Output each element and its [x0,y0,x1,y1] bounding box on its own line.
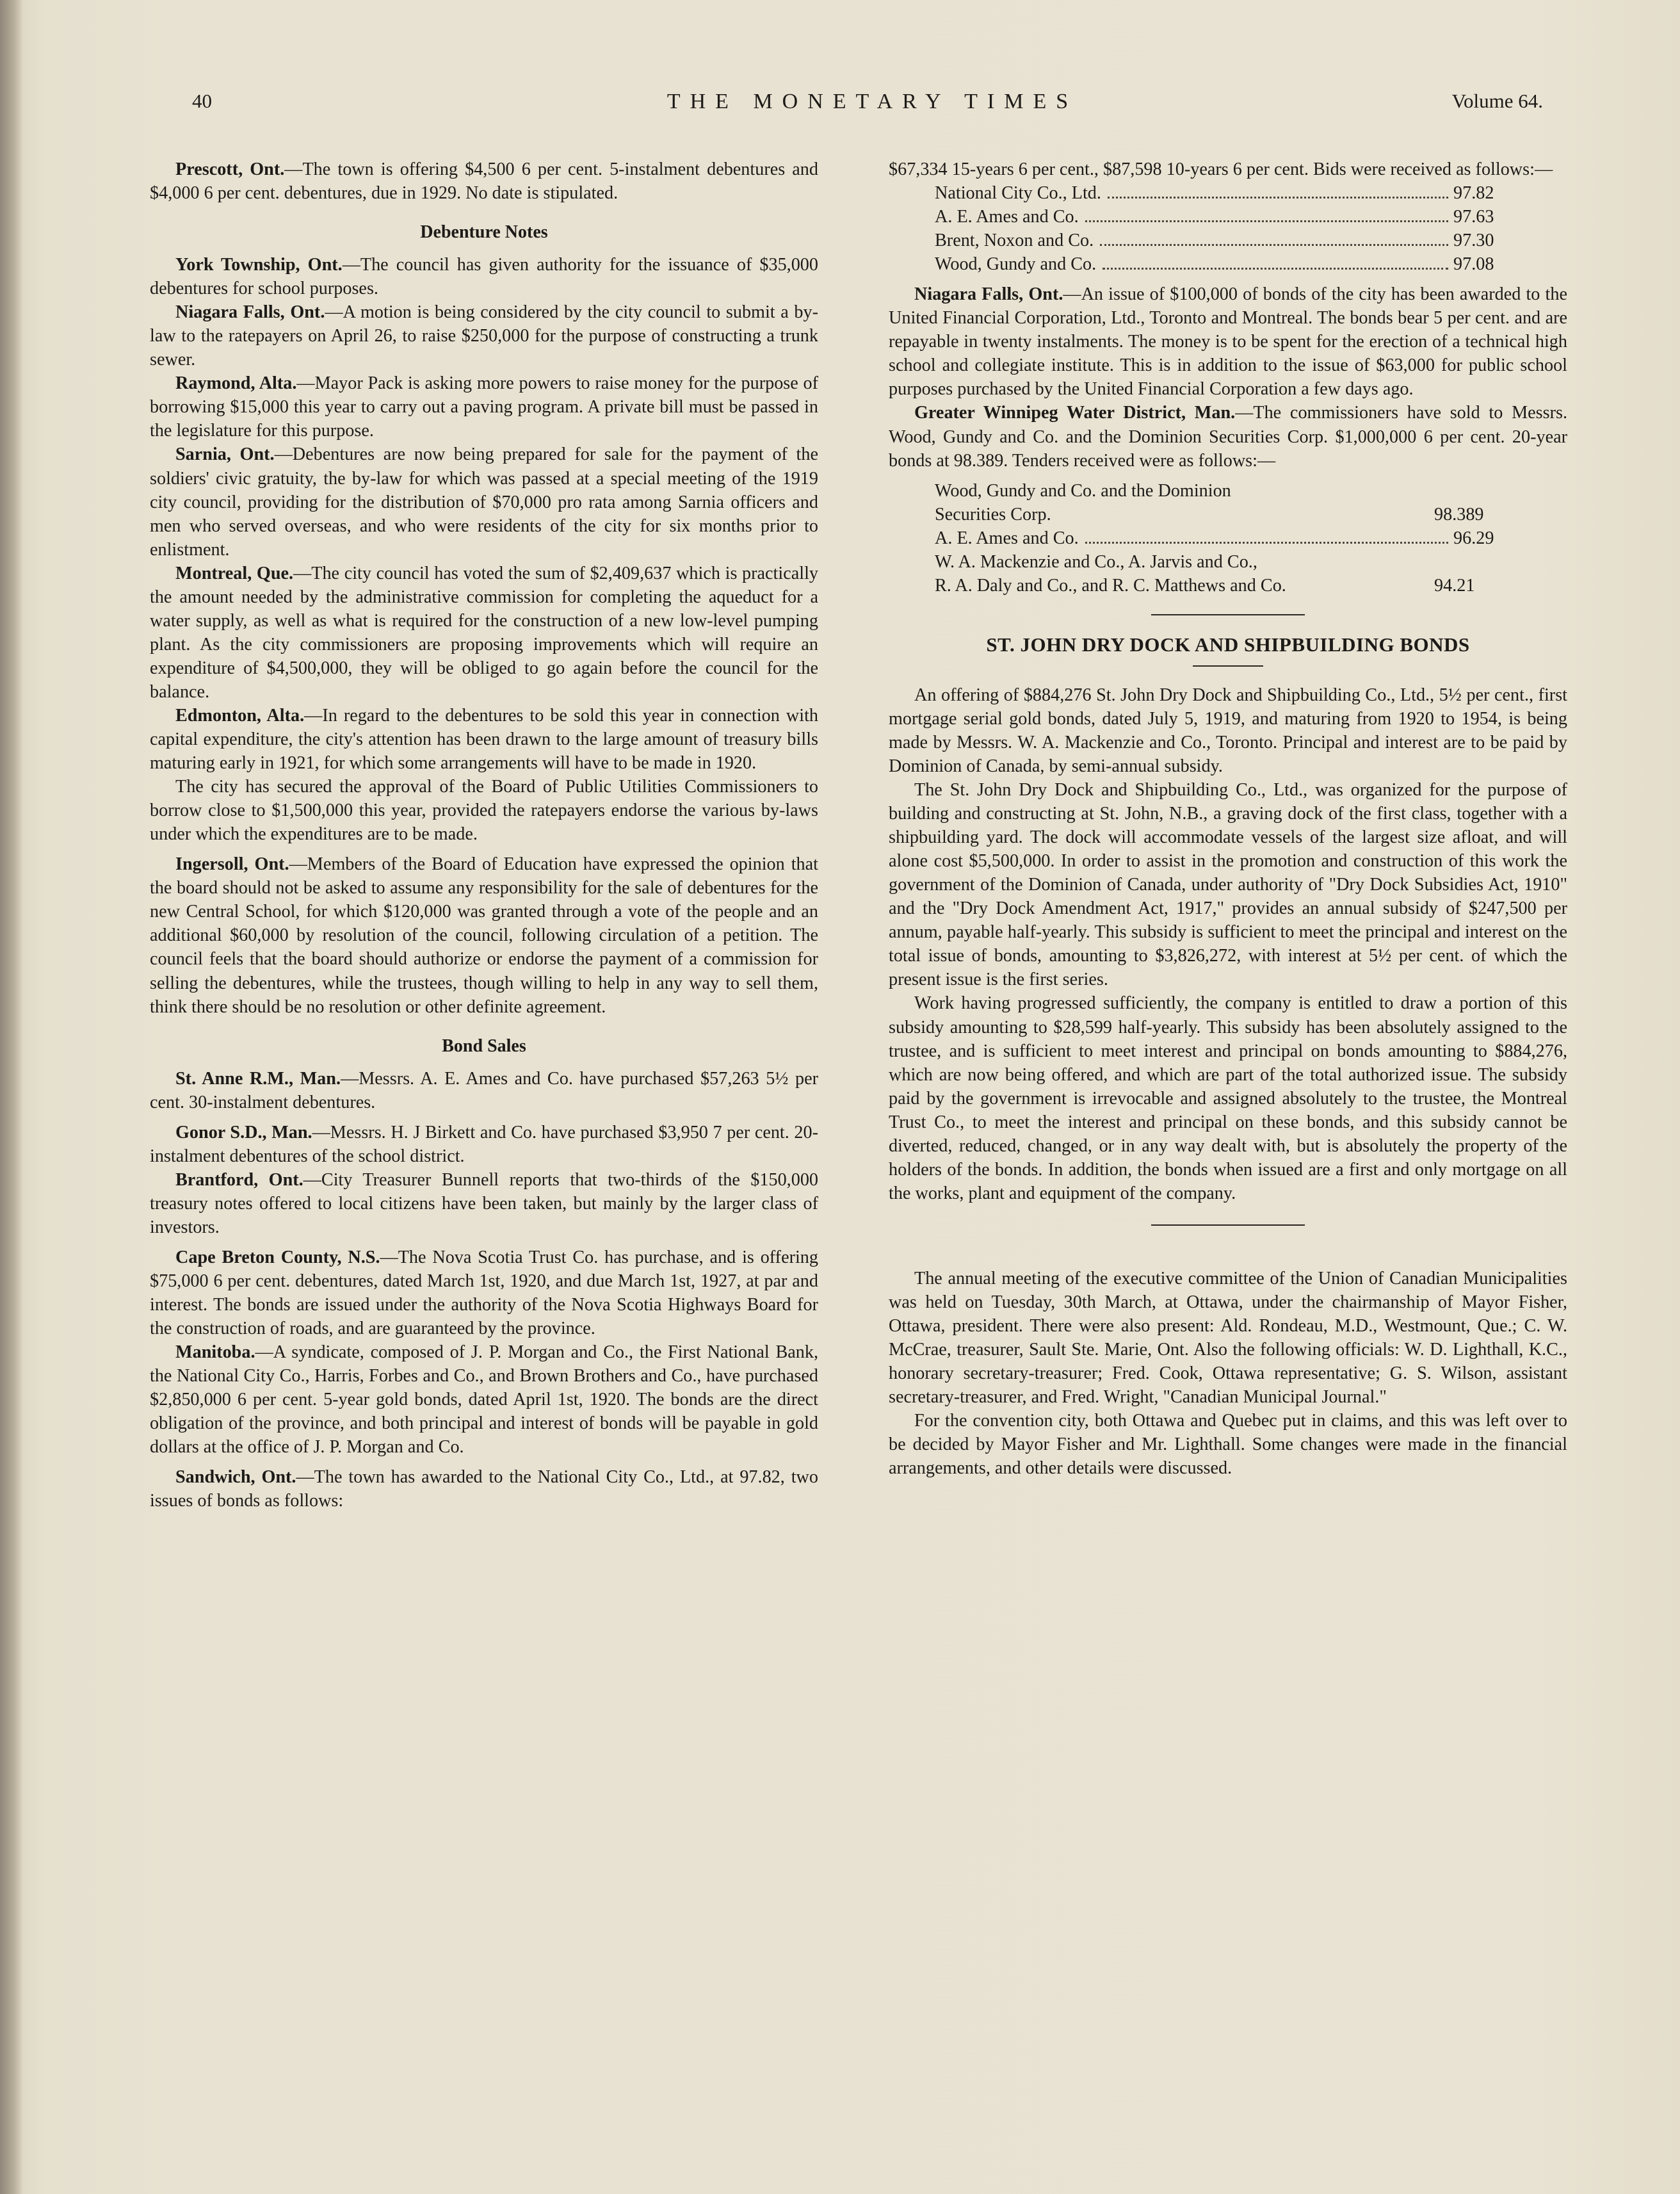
tender-name-line: R. A. Daly and Co., and R. C. Matthews and Co. [935,575,1286,596]
item-text: —The council has given authority for the issuance of $35,000 debentures for school purposes. [150,255,818,299]
section-heading-bond-sales: Bond Sales [442,1036,526,1056]
binding-gutter [0,0,23,2194]
item-manitoba [150,1340,818,1459]
item-raymond [150,371,818,443]
bid-value: 97.82 [1453,183,1494,204]
right-column [889,158,1567,1480]
article-paragraph: The St. John Dry Dock and Shipbuilding Co., Ltd., was organized for the purpose of building and constructing at St. John, N.B., a graving dock of the first class, together with a shipbuilding yard. The dock will accommodate vessels of the largest size afloat, and will alone cost $5,500,000. In order to assist in the promotion and construction of this work the government of the Dominion of Canada, under authority of "Dry Dock Subsidies Act, 1910" and the "Dry Dock Amendment Act, 1917," provides an annual subsidy of $247,500 per annum, payable half-yearly. This subsidy is sufficient to meet the principal and interest on the total issue of bonds, amounting to $3,826,272, with interest at 5½ per cent. of which the present issue is the first series. [889,780,1567,990]
item-text: —City Treasurer Bunnell reports that two-thirds of the $150,000 treasury notes offered to local citizens have been taken, but mainly by the larger class of investors. [150,1169,819,1237]
item-text: —A motion is being considered by the city council to submit a by-law to the ratepayers on April 26, to raise $250,000 for the purpose of constructing a trunk sewer. [150,302,818,370]
item-text: —In regard to the debentures to be sold this year in connection with capital expenditure, the city's attention has been drawn to the large amount of treasury bills maturing early in 1921, for which some arrangements will have to be made in 1920. [150,705,818,774]
section-divider [1151,1224,1305,1226]
place-name: Niagara Falls, Ont. [175,302,325,323]
dot-leader [1108,197,1448,199]
item-niagara [150,300,818,371]
item-gonor [150,1121,818,1168]
place-name: Greater Winnipeg Water District, Man. [914,403,1236,423]
union-paragraph: The annual meeting of the executive committee of the Union of Canadian Municipalities was held on Tuesday, 30th March, at Ottawa, under the chairmanship of Mayor Fisher, Ottawa, president. There were also present: Ald. Rondeau, M.D., Westmount, Que.; C. W. McCrae, treasurer, Sault Ste. Marie, Ont. Also the following officials: W. D. Lighthall, K.C., honorary secretary-treasurer; Fred. Cook, Ottawa representative; G. S. Wilson, assistant secretary-treasurer, and Fred. Wright, "Canadian Municipal Journal." [889,1268,1567,1408]
bid-value: 97.30 [1453,231,1494,251]
place-name: Niagara Falls, Ont. [914,284,1063,305]
title-underline [1193,665,1263,667]
journal-title: THE MONETARY TIMES [666,90,1078,113]
item-text: —The city council has voted the sum of $2,409,637 which is practically the amount needed by the administrative commission for completing the aqueduct for a water supply, as well as what is required for the construction of a new low-level pumping plant. As the city commissioners are proposing improvements which will require an expenditure of $4,500,000, they will be obliged to go again before the council for the balance. [150,563,819,702]
tender-value: 98.389 [1434,504,1484,524]
tender-name-line: W. A. Mackenzie and Co., A. Jarvis and Co., [935,551,1257,572]
bid-value: 97.63 [1453,207,1494,227]
article-paragraph: An offering of $884,276 St. John Dry Dock and Shipbuilding Co., Ltd., 5½ per cent., first mortgage serial gold bonds, dated July 5, 1919, and maturing from 1920 to 1954, is being made by Messrs. W. A. Mackenzie and Co., Toronto. Principal and interest are to be paid by Dominion of Canada, by semi-annual subsidy. [889,685,1567,776]
place-name: Gonor S.D., Man. [175,1122,312,1142]
place-name: Sarnia, Ont. [175,444,275,465]
section-heading-debenture-notes: Debenture Notes [420,222,548,243]
section-divider [1151,614,1305,615]
union-paragraph: For the convention city, both Ottawa and Quebec put in claims, and this was left over to be decided by Mayor Fisher and Mr. Lighthall. Some changes were made in the financial arrangements, and other details were discussed. [889,1411,1567,1479]
item-winnipeg [889,401,1567,472]
article-paragraph: Work having progressed sufficiently, the company is entitled to draw a portion of this subsidy amounting to $28,599 half-yearly. This subsidy has been absolutely assigned to the trustee, and is sufficient to meet interest and principal on bonds amounting to $884,276, which are now being offered, and which are part of the total authorized issue. The subsidy paid by the government is irrevocable and assigned absolutely to the trustee, the Montreal Trust Co., to meet the interest and principal on these bonds, and this subsidy cannot be diverted, reduced, changed, or in any way dealt with, but is absolutely the property of the holders of the bonds. In addition, the bonds when issued are a first and only mortgage on all the works, plant and equipment of the company. [889,993,1567,1203]
volume-label: Volume 64. [1451,90,1543,112]
tender-name-line: Securities Corp. [935,504,1051,524]
bid-name: Brent, Noxon and Co. [935,231,1094,251]
place-name: Manitoba. [175,1342,255,1363]
tender-name [935,550,1434,597]
tender-name-line: Wood, Gundy and Co. and the Dominion [935,480,1231,501]
bid-row [935,252,1549,276]
tender-value: 94.21 [1434,575,1475,596]
item-edmonton [150,704,818,775]
place-name: Montreal, Que. [175,563,294,583]
item-text: —An issue of $100,000 of bonds of the city has been awarded to the United Financial Corporation, Ltd., Toronto and Montreal. The bonds bear 5 per cent. and are repayable in twenty instalments. The money is to be spent for the erection of a technical high school and collegiate institute. This is in addition to the issue of $63,000 for public school purposes purchased by the United Financial Corporation a few days ago. [889,284,1567,400]
item-york [150,253,818,300]
place-name: Brantford, Ont. [175,1169,303,1190]
item-niagara-falls-bonds [889,282,1567,401]
tender-row [935,479,1549,526]
item-edmonton-continued: The city has secured the approval of the Board of Public Utilities Commissioners to borrow close to $1,500,000 this year, provided the ratepayers endorse the various by-laws under which the expenditures are to be made. [150,777,818,845]
running-header [192,90,1543,128]
item-st-anne [150,1067,818,1114]
place-name: Cape Breton County, N.S. [175,1247,380,1267]
item-sandwich [150,1465,818,1513]
item-text: —Members of the Board of Education have expressed the opinion that the board should not be asked to assume any responsibility for the sale of debentures for the new Central School, for which $120,000 was granted through a vote of the people and an additional $60,000 by resolution of the council, following circulation of a petition. The council feels that the board should authorize or endorse the payment of a commission for selling the debentures, while the trustees, though willing to help in any way to sell them, think there should be no resolution or other definite agreement. [150,854,818,1017]
bid-value: 97.08 [1453,254,1494,275]
tender-row [935,550,1549,597]
dot-leader [1102,268,1448,270]
winnipeg-tenders-list [935,479,1549,597]
item-text: —The town is offering $4,500 6 per cent. 5-instalment debentures and $4,000 6 per cent. debentures, due in 1929. No date is stipulated. [150,159,818,204]
place-name: Sandwich, Ont. [175,1467,296,1488]
left-column [150,158,818,1513]
item-text: —The Nova Scotia Trust Co. has purchase, and is offering $75,000 6 per cent. debentures, dated March 1st, 1920, and due March 1st, 1927, at par and interest. The bonds are issued under the authority of the Nova Scotia Highways Board for the construction of roads, and are guaranteed by the province. [150,1247,818,1339]
place-name: York Township, Ont. [175,255,343,275]
dot-leader [1100,244,1448,246]
item-text: —The commissioners have sold to Messrs. Wood, Gundy and Co. and the Dominion Securities Corp. $1,000,000 6 per cent. 20-year bonds at 98.389. Tenders received were as follows:— [889,403,1567,471]
bid-row [935,181,1549,205]
bid-row [935,229,1549,252]
item-text: —Debentures are now being prepared for sale for the payment of the soldiers' civic gratuity, the by-law for which was passed at a special meeting of the 1919 city council, providing for the distribution of $70,000 pro rata among Sarnia officers and men who served overseas, and who were residents of the city for six months prior to enlistment. [150,444,818,560]
sandwich-bids-list [935,181,1549,276]
tender-name: A. E. Ames and Co. [935,528,1079,548]
tender-row [935,526,1549,550]
place-name: St. Anne R.M., Man. [175,1068,341,1089]
item-text: —A syndicate, composed of J. P. Morgan and Co., the First National Bank, the National City Co., Harris, Forbes and Co., and Brown Brothers and Co., have purchased $2,850,000 6 per cent. 5-year gold bonds, dated April 1st, 1920. The bonds are the direct obligation of the province, and both principal and interest of bonds will be payable in gold dollars at the office of J. P. Morgan and Co. [150,1342,818,1458]
place-name: Ingersoll, Ont. [175,854,289,875]
item-text: —Messrs. A. E. Ames and Co. have purchased $57,263 5½ per cent. 30-instalment debentures. [150,1068,818,1112]
bid-name: Wood, Gundy and Co. [935,254,1097,275]
bid-row [935,205,1549,229]
item-sandwich-continued: $67,334 15-years 6 per cent., $87,598 10-years 6 per cent. Bids were received as follows:— [889,159,1553,179]
bid-name: National City Co., Ltd. [935,183,1101,204]
place-name: Edmonton, Alta. [175,705,305,726]
item-text: —The town has awarded to the National City Co., Ltd., at 97.82, two issues of bonds as follows: [150,1467,818,1511]
article-title: ST. JOHN DRY DOCK AND SHIPBUILDING BONDS [986,633,1470,656]
item-text: —Mayor Pack is asking more powers to raise money for the purpose of borrowing $15,000 this year to carry out a paving program. A private bill must be passed in the legislature for this purpose. [150,373,818,441]
dot-leader [1085,542,1448,544]
item-sarnia [150,443,818,561]
tender-name [935,479,1434,526]
item-text: —Messrs. H. J Birkett and Co. have purchased $3,950 7 per cent. 20-instalment debentures of the school district. [150,1122,818,1166]
tender-value: 96.29 [1453,528,1494,548]
bid-name: A. E. Ames and Co. [935,207,1079,227]
place-name: Raymond, Alta. [175,373,297,394]
item-montreal [150,562,818,704]
item-brantford [150,1168,818,1239]
item-cape-breton [150,1246,818,1340]
item-prescott [150,158,818,205]
item-ingersoll [150,852,818,1018]
place-name: Prescott, Ont. [175,159,285,179]
dot-leader [1085,220,1448,222]
page-number: 40 [192,90,212,112]
